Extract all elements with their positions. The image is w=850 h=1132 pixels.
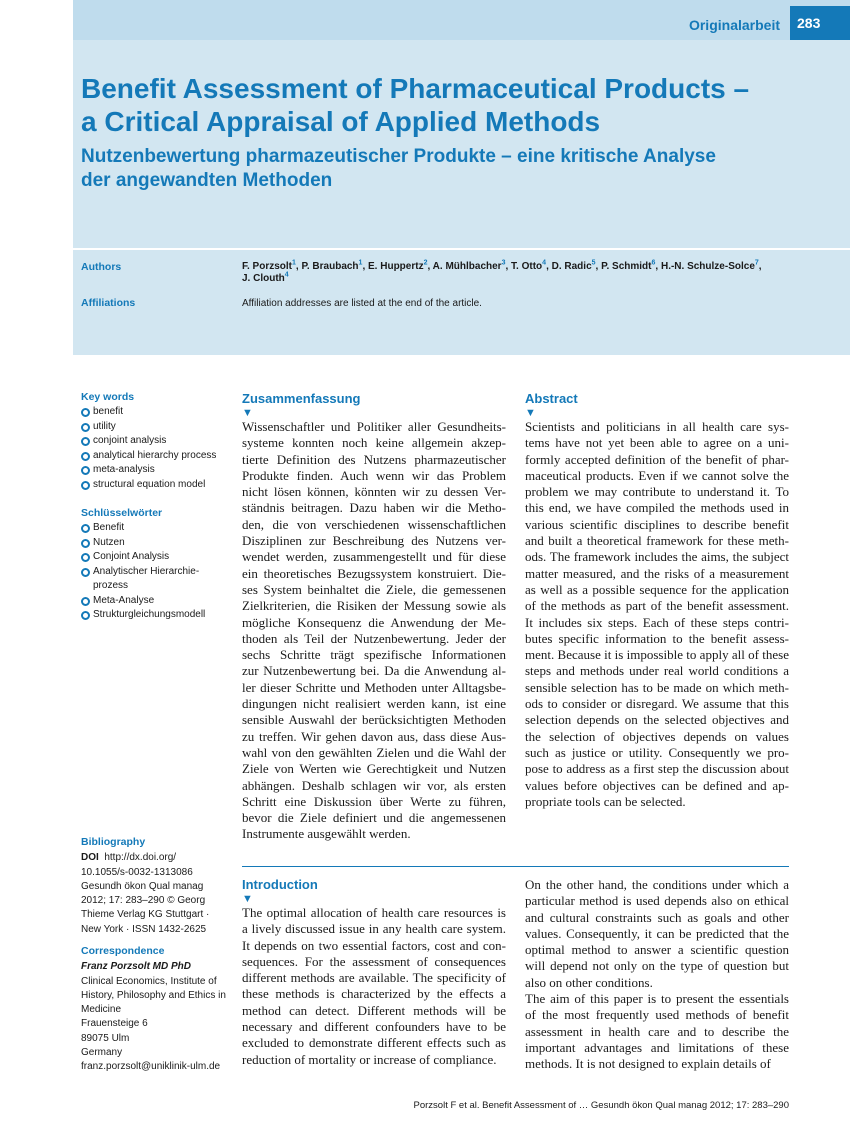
keyword-item: benefit bbox=[81, 405, 231, 420]
author-affiliation-number: 1 bbox=[292, 259, 296, 267]
affiliations-text: Affiliation addresses are listed at the end of the article. bbox=[242, 298, 482, 309]
text-line: various scientific disciplines to describe benefit bbox=[525, 516, 789, 532]
zusammenfassung-text bbox=[242, 419, 506, 843]
text-line: Disziplinen zur Beschreibung des Nutzens ver- bbox=[242, 533, 506, 549]
bibliography-line: Gesundh ökon Qual manag bbox=[81, 880, 204, 892]
text-line: wendet werden, zusammengestellt und für diese bbox=[242, 549, 506, 565]
title-en-line: a Critical Appraisal of Applied Methods bbox=[81, 106, 601, 137]
author-affiliation-number: 4 bbox=[284, 271, 289, 279]
text-line: wahl von den gewählten Zielen und die Wahl der bbox=[242, 744, 506, 760]
author-name: D. Radic bbox=[551, 261, 592, 272]
schluesselwort-item: Strukturgleichungsmodell bbox=[81, 608, 231, 623]
text-line: ein theoretisches Bezugssystem konstruiert. Die- bbox=[242, 565, 506, 581]
text-line: ses System beinhaltet die Ziele, die gemessenen bbox=[242, 581, 506, 597]
text-line: butes specific information to the benefit assess- bbox=[525, 630, 789, 646]
text-line: optimal method to answer a scientific question bbox=[525, 942, 789, 958]
schluesselwoerter-block bbox=[81, 507, 231, 623]
text-line: Scientists and politicians in all health care sys- bbox=[525, 419, 789, 434]
text-line: nicht lösen können, könnten wir zu dessen Ver- bbox=[242, 484, 506, 500]
correspondence-line: Germany bbox=[81, 1047, 123, 1059]
author-affiliation-number: 4 bbox=[542, 259, 547, 267]
text-line: of the most frequently used methods of benefit bbox=[525, 1007, 789, 1023]
correspondence-line: Frauensteige 6 bbox=[81, 1018, 148, 1030]
page-number: 283 bbox=[790, 6, 850, 40]
introduction-text-continued bbox=[525, 877, 789, 1073]
bibliography-line: 10.1055/s-0032-1313086 bbox=[81, 866, 193, 878]
bibliography-heading: Bibliography bbox=[81, 836, 146, 848]
author-affiliation-number: 1 bbox=[358, 259, 363, 267]
correspondence-line: Medicine bbox=[81, 1004, 122, 1016]
author-name: F. Porzsolt bbox=[242, 261, 293, 272]
text-line: matter measured, and the risks of a measurement bbox=[525, 565, 789, 581]
text-line: On the other hand, the conditions under which a bbox=[525, 877, 789, 892]
text-line: method can detect. Different methods will be bbox=[242, 1002, 506, 1018]
doi-link[interactable]: http://dx.doi.org/ bbox=[104, 852, 177, 864]
schluesselwort-item: Nutzen bbox=[81, 536, 231, 551]
keyword-item: meta-analysis bbox=[81, 463, 231, 478]
text-line: will depend not only on the type of question but bbox=[525, 958, 789, 974]
correspondence-block bbox=[81, 944, 231, 1075]
title-en-line: Benefit Assessment of Pharmaceutical Products – bbox=[81, 73, 750, 104]
text-line: particular method is used depends also on ethical bbox=[525, 893, 789, 909]
correspondence-line: Clinical Economics, Institute of bbox=[81, 975, 217, 987]
text-line: abhängen. Deshalb schlagen wir vor, als ersten bbox=[242, 777, 506, 793]
author-affiliation-number: 3 bbox=[501, 259, 506, 267]
author-name: P. Schmidt bbox=[601, 261, 652, 272]
section-label: Originalarbeit bbox=[688, 17, 780, 33]
text-line: assessment in health care and to describe the bbox=[525, 1023, 789, 1039]
introduction-heading: Introduction bbox=[242, 877, 318, 892]
text-line: ständnis beitragen. Dazu haben wir die Metho- bbox=[242, 500, 506, 516]
text-line: methods. It is not designed to explain details of bbox=[525, 1056, 771, 1072]
text-line: The aim of this paper is to present the essentials bbox=[525, 991, 789, 1007]
page-footer: Porzsolt F et al. Benefit Assessment of … Gesundh ökon Qual manag 2012; 17: 283–290 bbox=[413, 1100, 789, 1111]
author-name: E. Huppertz bbox=[368, 261, 424, 272]
introduction-text bbox=[242, 905, 506, 1068]
correspondence-line[interactable]: franz.porzsolt@uniklinik-ulm.de bbox=[81, 1061, 221, 1073]
keywords-list bbox=[81, 405, 231, 492]
title-de-line: Nutzenbewertung pharmazeutischer Produkte – eine kritische Analyse bbox=[81, 146, 716, 167]
text-line: sensible selection has to be made on which meth- bbox=[525, 679, 789, 695]
text-line: values before objectives can be defined and ap- bbox=[525, 777, 789, 793]
text-line: ods. The framework includes the aims, the subject bbox=[525, 549, 789, 565]
zusammenfassung-section bbox=[242, 391, 506, 843]
text-line: also on other conditions. bbox=[525, 974, 653, 990]
doi-line bbox=[81, 851, 231, 865]
text-line: den, die von verschiedenen wissenschaftlichen bbox=[242, 516, 506, 532]
text-line: excluded to demonstrate different effects such as bbox=[242, 1035, 506, 1051]
correspondence-address bbox=[81, 975, 231, 1075]
correspondence-line: History, Philosophy and Ethics in bbox=[81, 989, 226, 1001]
text-line: values. Consequently, it can be predicted that the bbox=[525, 925, 789, 941]
keyword-item: structural equation model bbox=[81, 478, 231, 493]
schluesselwort-item: prozess bbox=[93, 580, 129, 591]
text-line: Wissenschaftler und Politiker aller Gesundheits- bbox=[242, 419, 506, 434]
author-name: J. Clouth bbox=[242, 273, 285, 284]
author-name: P. Braubach bbox=[301, 261, 359, 272]
article-title-de bbox=[81, 145, 781, 193]
title-de-line: der angewandten Methoden bbox=[81, 170, 333, 191]
schluesselwort-item: Meta-Analyse bbox=[81, 594, 231, 609]
text-line: ment. Because it is impossible to apply all of these bbox=[525, 647, 789, 663]
author-affiliation-number: 2 bbox=[423, 259, 428, 267]
text-line: sensible Auswahl der berücksichtigten Methoden bbox=[242, 712, 506, 728]
bibliography-line: 2012; 17: 283–290 © Georg bbox=[81, 895, 206, 907]
bibliography-line: Thieme Verlag KG Stuttgart · bbox=[81, 909, 210, 921]
introduction-section-col2 bbox=[525, 877, 789, 1073]
correspondence-line: 89075 Ulm bbox=[81, 1032, 130, 1044]
text-line: tierte Definition des Nutzens pharmazeutischer bbox=[242, 451, 506, 467]
doi-label: DOI bbox=[81, 852, 99, 864]
text-line: and built a theoretical framework for these meth- bbox=[525, 533, 789, 549]
text-line: formly accepted definition of the benefit of phar- bbox=[525, 451, 789, 467]
text-line: these methods is characterized by the effects a bbox=[242, 986, 506, 1002]
authors-label: Authors bbox=[81, 261, 122, 273]
text-line: reduction of mortality or increase of compliance. bbox=[242, 1051, 497, 1067]
text-line: zu treffen. Wir gehen davon aus, dass diese Aus- bbox=[242, 728, 506, 744]
text-line: ler dieser Schritte und Methoden unter Alltagsbe- bbox=[242, 679, 506, 695]
section-rule bbox=[242, 866, 789, 867]
abstract-text bbox=[525, 419, 789, 810]
text-line: as well as a possible sequence for the application bbox=[525, 581, 789, 597]
authors-list: F. Porzsolt$^1$, P. Braubach$^1$, E. Huppertz$^2$, A. Mühlbacher$^3$, T. Otto$^4$, D. Radic$^5$, P. Schmidt$^6$, H.-N. Schulze-Solce$^7$, J. Clouth$^4$ bbox=[242, 259, 762, 284]
keywords-block bbox=[81, 391, 231, 492]
text-line: a lively discussed issue in any health care system. bbox=[242, 921, 506, 937]
text-line: different methods are available. The specificity of bbox=[242, 970, 506, 986]
text-line: Produkte finden. Auch wenn wir das Problem bbox=[242, 467, 506, 483]
triangle-down-icon: ▼ bbox=[242, 407, 253, 419]
text-line: Ziele von Werten wie Gerechtigkeit und Nutzen bbox=[242, 761, 506, 777]
text-line: Zielkriterien, die Risiken der Messung sowie als bbox=[242, 598, 506, 614]
text-line: mögliche Konsequenz die Anwendung der Me- bbox=[242, 614, 506, 630]
keyword-item: conjoint analysis bbox=[81, 434, 231, 449]
text-line: and cultural constraints such as goals and other bbox=[525, 909, 789, 925]
text-line: tems have not yet been able to agree on a uni- bbox=[525, 435, 789, 451]
text-line: important advantages and limitations of these bbox=[525, 1039, 789, 1055]
introduction-section bbox=[242, 877, 506, 1068]
text-line: The optimal allocation of health care resources is bbox=[242, 905, 506, 920]
bibliography-block bbox=[81, 835, 231, 937]
text-line: It depends on two essential factors, cost and con- bbox=[242, 937, 506, 953]
text-line: Schritt eine Diskussion über Werte zu führen, bbox=[242, 793, 506, 809]
keyword-item: utility bbox=[81, 420, 231, 435]
author-affiliation-number: 6 bbox=[651, 259, 656, 267]
schluesselwort-item: Benefit bbox=[81, 521, 231, 536]
author-affiliation-number: 5 bbox=[591, 259, 596, 267]
header-divider bbox=[73, 248, 850, 250]
affiliations-label: Affiliations bbox=[81, 297, 136, 309]
correspondence-heading: Correspondence bbox=[81, 945, 165, 957]
text-line: thoden als Teil der Nutzenbewertung. Jeder der bbox=[242, 630, 506, 646]
text-line: the selection of objectives depends on values bbox=[525, 728, 789, 744]
text-line: of the methods as part of the benefit assessment. bbox=[525, 598, 789, 614]
text-line: dingungen nicht realisiert werden kann, ist eine bbox=[242, 696, 506, 712]
schluesselwoerter-heading: Schlüsselwörter bbox=[81, 507, 163, 519]
correspondence-name: Franz Porzsolt MD PhD bbox=[81, 961, 192, 973]
article-title-en bbox=[81, 72, 781, 138]
text-line: problem we may contribute to understand it. To bbox=[525, 484, 789, 500]
bibliography-line: New York · ISSN 1432-2625 bbox=[81, 923, 207, 935]
author-name: A. Mühlbacher bbox=[432, 261, 502, 272]
text-line: pose to address as a first step the discussion about bbox=[525, 761, 789, 777]
text-line: selection depends on the selected objectives and bbox=[525, 712, 789, 728]
schluesselwoerter-list bbox=[81, 521, 231, 623]
text-line: necessary and different confounders have to be bbox=[242, 1019, 506, 1035]
text-line: bevor die Ziele definiert und die angemessenen bbox=[242, 810, 506, 826]
schluesselwort-item: Conjoint Analysis bbox=[81, 550, 231, 565]
author-affiliation-number: 7 bbox=[754, 259, 759, 267]
keyword-item: analytical hierarchy process bbox=[81, 449, 231, 464]
abstract-section bbox=[525, 391, 789, 810]
text-line: this end, we have compiled the methods used in bbox=[525, 500, 789, 516]
text-line: propriate tools can be selected. bbox=[525, 793, 686, 809]
zusammenfassung-heading: Zusammenfassung bbox=[242, 391, 361, 406]
author-name: T. Otto bbox=[511, 261, 543, 272]
keywords-heading: Key words bbox=[81, 391, 135, 403]
triangle-down-icon: ▼ bbox=[242, 893, 253, 905]
text-line: Instrumente ausgewählt werden. bbox=[242, 826, 411, 842]
text-line: maceutical products. Even if we cannot solve the bbox=[525, 467, 789, 483]
text-line: sequences. For the assessment of consequences bbox=[242, 953, 506, 969]
text-line: systeme konnten noch keine allgemein akzep- bbox=[242, 435, 506, 451]
text-line: zur Nutzenbewertung bei. Da die Anwendung al- bbox=[242, 663, 506, 679]
schluesselwort-item: Analytischer Hierarchie- bbox=[81, 565, 231, 580]
author-name: H.-N. Schulze-Solce bbox=[660, 261, 755, 272]
text-line: such as justice or utility. Consequently we pro- bbox=[525, 744, 789, 760]
text-line: ods to consider or disregard. We assume that this bbox=[525, 696, 789, 712]
text-line: sechs Schritte trägt spezifische Informationen bbox=[242, 647, 506, 663]
text-line: It includes six steps. Each of these steps contri- bbox=[525, 614, 789, 630]
abstract-heading: Abstract bbox=[525, 391, 578, 406]
text-line: steps and methods under real world conditions a bbox=[525, 663, 789, 679]
triangle-down-icon: ▼ bbox=[525, 407, 536, 419]
